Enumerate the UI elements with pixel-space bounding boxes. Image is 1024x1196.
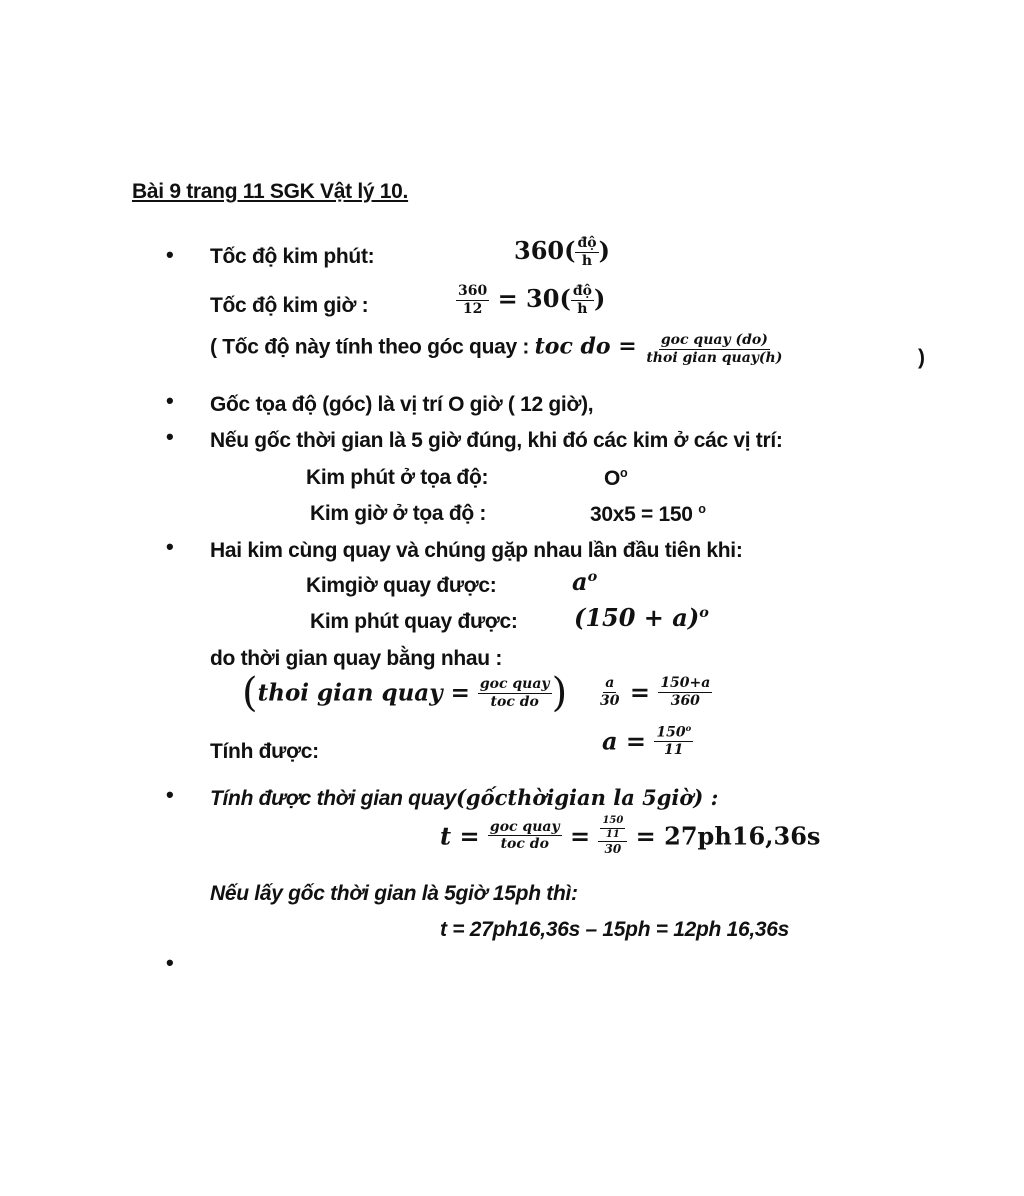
hour-hand-rotation-value xyxy=(572,567,597,596)
formula-text: = xyxy=(561,821,599,851)
formula-text: = xyxy=(621,677,659,707)
fraction-denominator: toc do xyxy=(500,836,549,853)
fraction-numerator xyxy=(598,816,627,842)
computed-label: Tính được: xyxy=(210,740,319,763)
formula-text: = 30( xyxy=(489,284,571,313)
formula-text: ) xyxy=(598,236,610,265)
shifted-time-result: t = 27ph16,36s – 15ph = 12ph 16,36s xyxy=(440,918,790,941)
left-paren: ( xyxy=(242,670,258,716)
value-text: O xyxy=(604,467,621,490)
value-text: a xyxy=(572,567,588,596)
bullet-marker: • xyxy=(166,242,174,267)
value-text: (150 + a) xyxy=(574,603,700,632)
bullet-marker: • xyxy=(166,950,174,975)
fraction-numerator: goc quay (do) xyxy=(660,332,768,348)
fraction xyxy=(658,676,712,708)
rotation-time-heading xyxy=(210,785,718,811)
fraction-numerator: goc quay xyxy=(479,675,550,692)
hour-hand-speed-label: Tốc độ kim giờ : xyxy=(210,294,369,317)
fraction-denominator: h xyxy=(581,253,593,269)
origin-description: Gốc tọa độ (góc) là vị trí O giờ ( 12 giờ), xyxy=(210,393,594,416)
closing-parenthesis: ) xyxy=(918,346,925,369)
bullet-marker: • xyxy=(166,782,174,807)
fraction-denominator: 11 xyxy=(605,828,620,840)
minute-hand-position-label: Kim phút ở tọa độ: xyxy=(306,466,489,489)
degree-sup: o xyxy=(620,466,628,480)
nested-fraction xyxy=(598,816,627,856)
fraction-numerator: goc quay xyxy=(489,818,560,835)
formula-text: ) xyxy=(593,284,606,313)
fraction-denominator: 360 xyxy=(670,692,700,709)
formula-text: (gốcthờigian la 5giờ) : xyxy=(456,785,719,810)
numerator-value: 150 xyxy=(656,724,686,741)
fraction-denominator: 30 xyxy=(600,692,620,709)
document-title: Bài 9 trang 11 SGK Vật lý 10. xyxy=(132,180,409,203)
degree-sup: o xyxy=(685,723,692,733)
minute-hand-speed-label: Tốc độ kim phút: xyxy=(210,245,375,268)
fraction-denominator: toc do xyxy=(490,693,539,710)
meeting-condition: Hai kim cùng quay và chúng gặp nhau lần đầu tiên khi: xyxy=(210,539,743,562)
formula-text: 360( xyxy=(514,236,576,265)
fraction xyxy=(654,724,693,758)
degree-sup: o xyxy=(699,604,709,621)
minute-hand-speed-formula xyxy=(514,236,610,269)
hour-hand-position-label: Kim giờ ở tọa độ : xyxy=(310,502,487,525)
equal-time-statement: do thời gian quay bằng nhau : xyxy=(210,647,503,670)
angle-result xyxy=(602,724,693,758)
shifted-origin-statement: Nếu lấy gốc thời gian là 5giờ 15ph thì: xyxy=(210,882,578,905)
fraction xyxy=(575,236,598,268)
right-paren: ) xyxy=(551,670,568,716)
hour-hand-position-value xyxy=(590,502,706,527)
minute-hand-position-value xyxy=(604,466,627,491)
bullet-marker: • xyxy=(166,534,174,559)
fraction-denominator: h xyxy=(577,301,588,317)
fraction xyxy=(644,333,784,365)
fraction-denominator: 12 xyxy=(462,301,483,317)
fraction xyxy=(571,284,594,316)
fraction xyxy=(478,677,552,709)
value-text: 30x5 = 150 xyxy=(590,503,699,526)
minute-hand-rotation-value xyxy=(574,603,709,632)
bullet-marker: • xyxy=(166,388,174,413)
fraction-denominator: 30 xyxy=(604,842,622,856)
heading-text: Tính được thời gian quay xyxy=(210,787,456,810)
formula-text: = 27ph16,36s xyxy=(627,821,821,851)
ratio-equation xyxy=(598,676,712,708)
formula-text: toc do = xyxy=(534,333,645,360)
rotation-time-formula xyxy=(440,816,820,856)
fraction-numerator: 150 xyxy=(600,816,625,829)
fraction xyxy=(598,676,621,708)
minute-hand-rotation-label: Kim phút quay được: xyxy=(310,610,518,633)
hour-hand-speed-formula xyxy=(456,284,605,317)
fraction xyxy=(456,284,489,316)
fraction xyxy=(488,820,562,852)
formula-text: thoi gian quay = xyxy=(257,679,478,707)
speed-definition-line xyxy=(210,333,784,365)
time-equation xyxy=(242,670,567,716)
fraction-numerator: 150+a xyxy=(660,675,711,691)
speed-definition-text: ( Tốc độ này tính theo góc quay : xyxy=(210,335,535,359)
time-origin-description: Nếu gốc thời gian là 5 giờ đúng, khi đó các kim ở các vị trí: xyxy=(210,429,783,452)
formula-text: a = xyxy=(602,726,655,756)
fraction-numerator xyxy=(654,724,693,742)
fraction-numerator: a xyxy=(605,675,615,691)
fraction xyxy=(600,816,625,840)
bullet-marker: • xyxy=(166,424,174,449)
degree-sup: o xyxy=(587,568,598,585)
fraction-denominator: thoi gian quay(h) xyxy=(646,349,783,366)
fraction-numerator: 360 xyxy=(458,283,488,300)
formula-text: t = xyxy=(440,821,488,851)
fraction-numerator: độ xyxy=(577,235,597,252)
hour-hand-rotation-label: Kimgiờ quay được: xyxy=(306,574,497,597)
fraction-denominator: 11 xyxy=(664,742,684,759)
degree-sup: o xyxy=(698,502,706,516)
fraction-numerator: độ xyxy=(572,283,592,300)
